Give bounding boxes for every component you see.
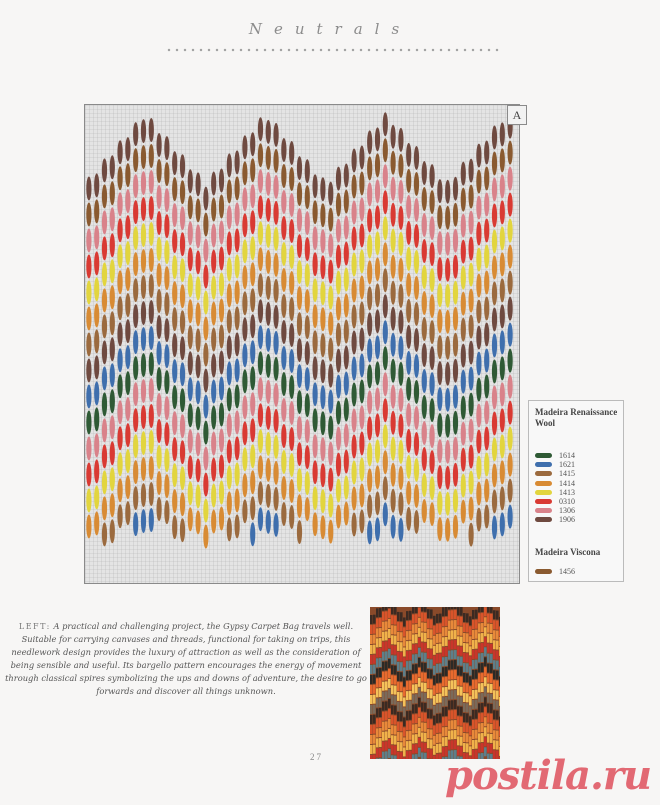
caption-text: A practical and challenging project, the Gypsy Carpet Bag travels well. Suitable for carrying canvases and threads, functional for taking on trips, this needlework design provides the luxury of attraction as well as the consideration of being sensible and useful. Its bargello pattern encourages the energy of movement through classical spires symbolizing the ups and downs of adventure, the desire to go forwards and discover all things unknown. — [5, 621, 367, 697]
legend-item — [535, 497, 575, 506]
thread-code: 1614 — [559, 451, 575, 461]
legend-item — [535, 469, 575, 478]
thread-swatch — [535, 490, 552, 495]
legend-title: Madeira Renaissance Wool — [535, 407, 618, 428]
thread-swatch — [535, 508, 552, 513]
watermark: postila.ru — [445, 752, 652, 799]
legend-items — [535, 451, 575, 525]
thread-code: 1906 — [559, 515, 575, 525]
thread-code: 1413 — [559, 487, 575, 497]
legend-item — [535, 506, 575, 515]
caption — [5, 620, 367, 699]
chart-label: A — [507, 105, 527, 125]
legend-item — [535, 488, 575, 497]
bargello-chart — [84, 104, 520, 584]
thread-code: 0310 — [559, 497, 575, 507]
thread-swatch — [535, 517, 552, 522]
dotted-divider — [165, 48, 503, 52]
thread-code: 1414 — [559, 478, 575, 488]
legend-item — [535, 451, 575, 460]
legend-item — [535, 567, 575, 576]
legend-item — [535, 479, 575, 488]
legend-item — [535, 460, 575, 469]
thread-swatch — [535, 481, 552, 486]
thread-swatch — [535, 453, 552, 458]
legend-item — [535, 515, 575, 524]
thread-swatch — [535, 499, 552, 504]
thread-code: 1456 — [559, 567, 575, 576]
thread-swatch — [535, 462, 552, 467]
thread-swatch — [535, 471, 552, 476]
stitched-sample-photo — [370, 607, 500, 759]
thread-swatch — [535, 569, 552, 574]
thread-legend — [528, 400, 624, 582]
legend-subtitle: Madeira Viscona — [535, 547, 601, 557]
section-title: Neutrals — [248, 20, 412, 38]
thread-code: 1415 — [559, 469, 575, 479]
page-number: 27 — [310, 752, 323, 762]
thread-code: 1621 — [559, 460, 575, 470]
caption-lead: LEFT: — [18, 622, 51, 631]
thread-code: 1306 — [559, 506, 575, 516]
